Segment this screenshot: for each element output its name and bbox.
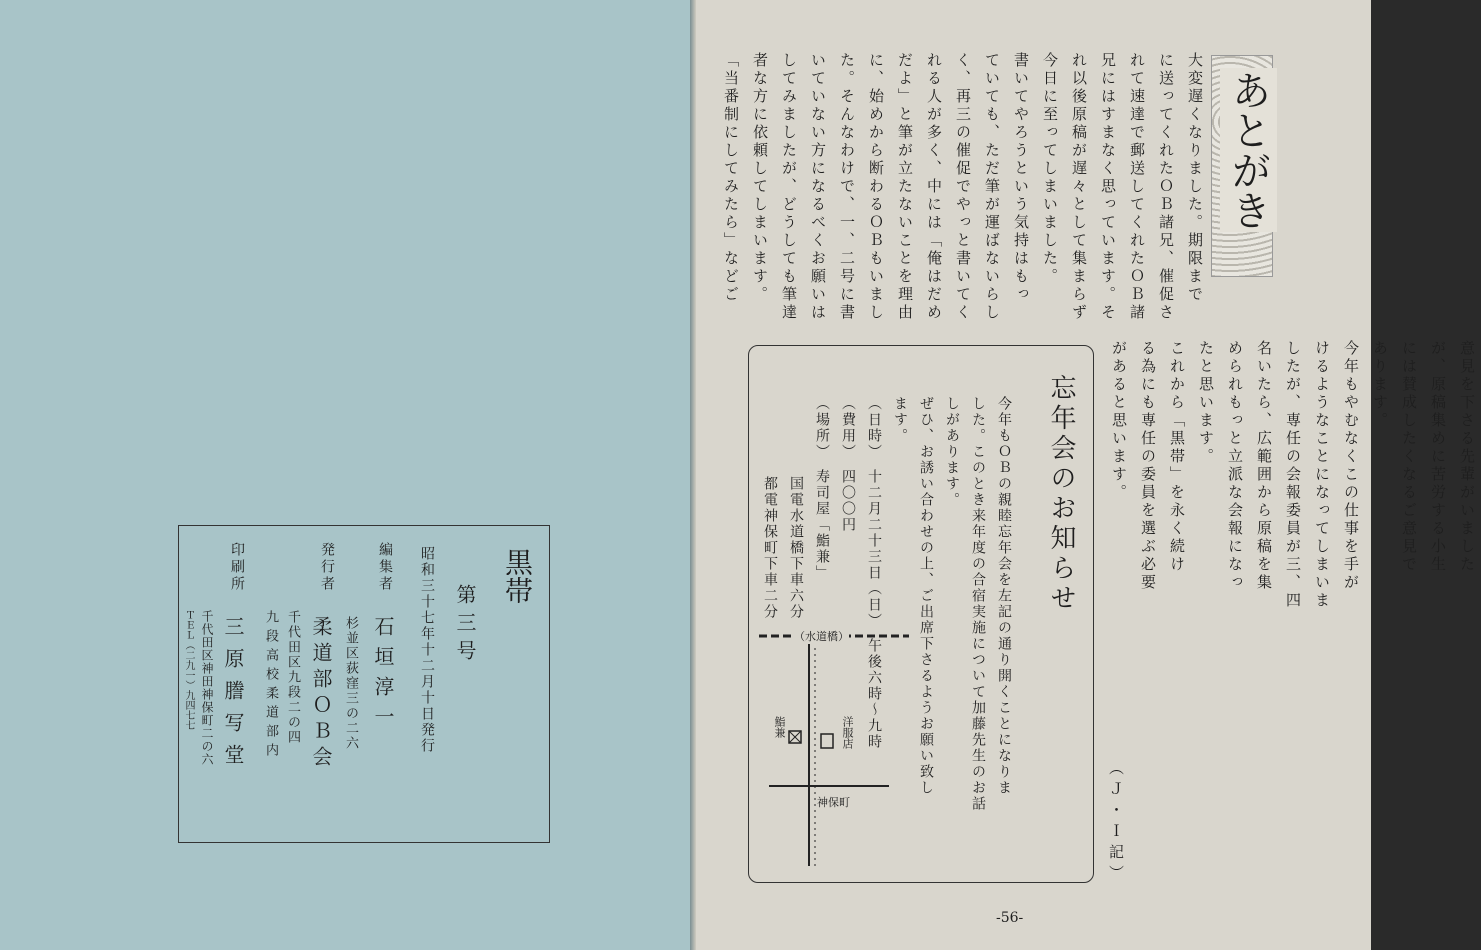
editor-name: 石垣淳一 (371, 616, 395, 736)
map-label-jimbocho: 神保町 (817, 796, 850, 809)
publisher-label: 発行者 (319, 542, 335, 593)
printer-address: 千代田区神田神保町二の六 (200, 610, 214, 766)
publisher-school: 九段高校柔道部内 (263, 610, 278, 762)
printer-name: 三原謄写堂 (221, 616, 245, 776)
back-cover-page (0, 0, 690, 950)
atogaki-heading: あとがき (1220, 68, 1277, 232)
map-label-youfukuten: 洋服店 (841, 716, 854, 749)
colophon-title: 黒帯 (501, 548, 534, 604)
map-label-suidobashi: （水道橋） (794, 630, 849, 643)
heading-ornament-box (1211, 55, 1273, 277)
editor-address: 杉並区荻窪三の二六 (343, 616, 358, 751)
printer-label: 印刷所 (229, 542, 245, 593)
location-map (759, 616, 919, 876)
atogaki-paragraph-1: 大変遅くなりました。期限まで に送ってくれたＯＢ諸兄、催促さ れて速達で郵送してくれたＯＢ諸 兄にはすまなく思っています。そ れ以後原稿が遅々として集まらず 今日に至ってしまいました。 書いてやろうという気持はもっ ていても、ただ筆が運ばないらし く、再三の催促でやっと書いてく れる人が多く、中には「俺はだめ だよ」と筆が立たないことを理由 に、始めから断わるＯＢもいまし た。そんなわけで、一、二号に書 いていない方になるべくお願いは してみましたが、どうしても筆達 者な方に依頼してしまいます。 「当番制にしてみたら」などご (722, 52, 1204, 322)
printer-tel: ＴＥＬ（二九一）九四七七 (183, 610, 194, 730)
colophon-issue: 第三号 (453, 584, 477, 668)
atogaki-paragraph-2: 意見を下さる先輩がいました が、原稿集めに苦労する小生 には賛成したくなるご意見で あります。 今年もやむなくこの仕事を手が けるようなことになってしまいま したが、専任の会報委員が三、四 名いたら、広範囲から原稿を集 められもっと立派な会報になっ たと思います。 これから「黒帯」を永く続け る為にも専任の委員を選ぶ必要 があると思います。 (1110, 340, 1476, 610)
map-label-sushikane: 鮨兼 (773, 716, 786, 738)
notice-body: 今年もＯＢの親睦忘年会を左記の通り開くことになりま した。このとき来年度の合宿実施について加藤先生のお話 しがあります。 ぜひ、お誘い合わせの上、ご出席下さるようお願い致し ます。 （日時） 十二月二十三日（日） 午後六時～九時 （費用） 四〇〇円 （場所） 寿司屋「鮨兼」 国電水道橋下車六分 都電神保町下車二分 (762, 396, 1012, 812)
atogaki-signature: （Ｊ・Ｉ記） (1107, 760, 1125, 886)
colophon-date: 昭和三十七年十二月十日発行 (419, 546, 435, 754)
atogaki-page (696, 0, 1476, 950)
page-number: -56- (996, 910, 1024, 926)
publisher-address: 千代田区九段二の四 (285, 610, 300, 745)
notice-title: 忘年会のお知らせ (1046, 374, 1076, 614)
editor-label: 編集者 (377, 542, 393, 593)
colophon-box (178, 525, 550, 843)
publisher-name: 柔道部ＯＢ会 (309, 616, 333, 772)
bonenkai-notice-box (748, 345, 1094, 883)
